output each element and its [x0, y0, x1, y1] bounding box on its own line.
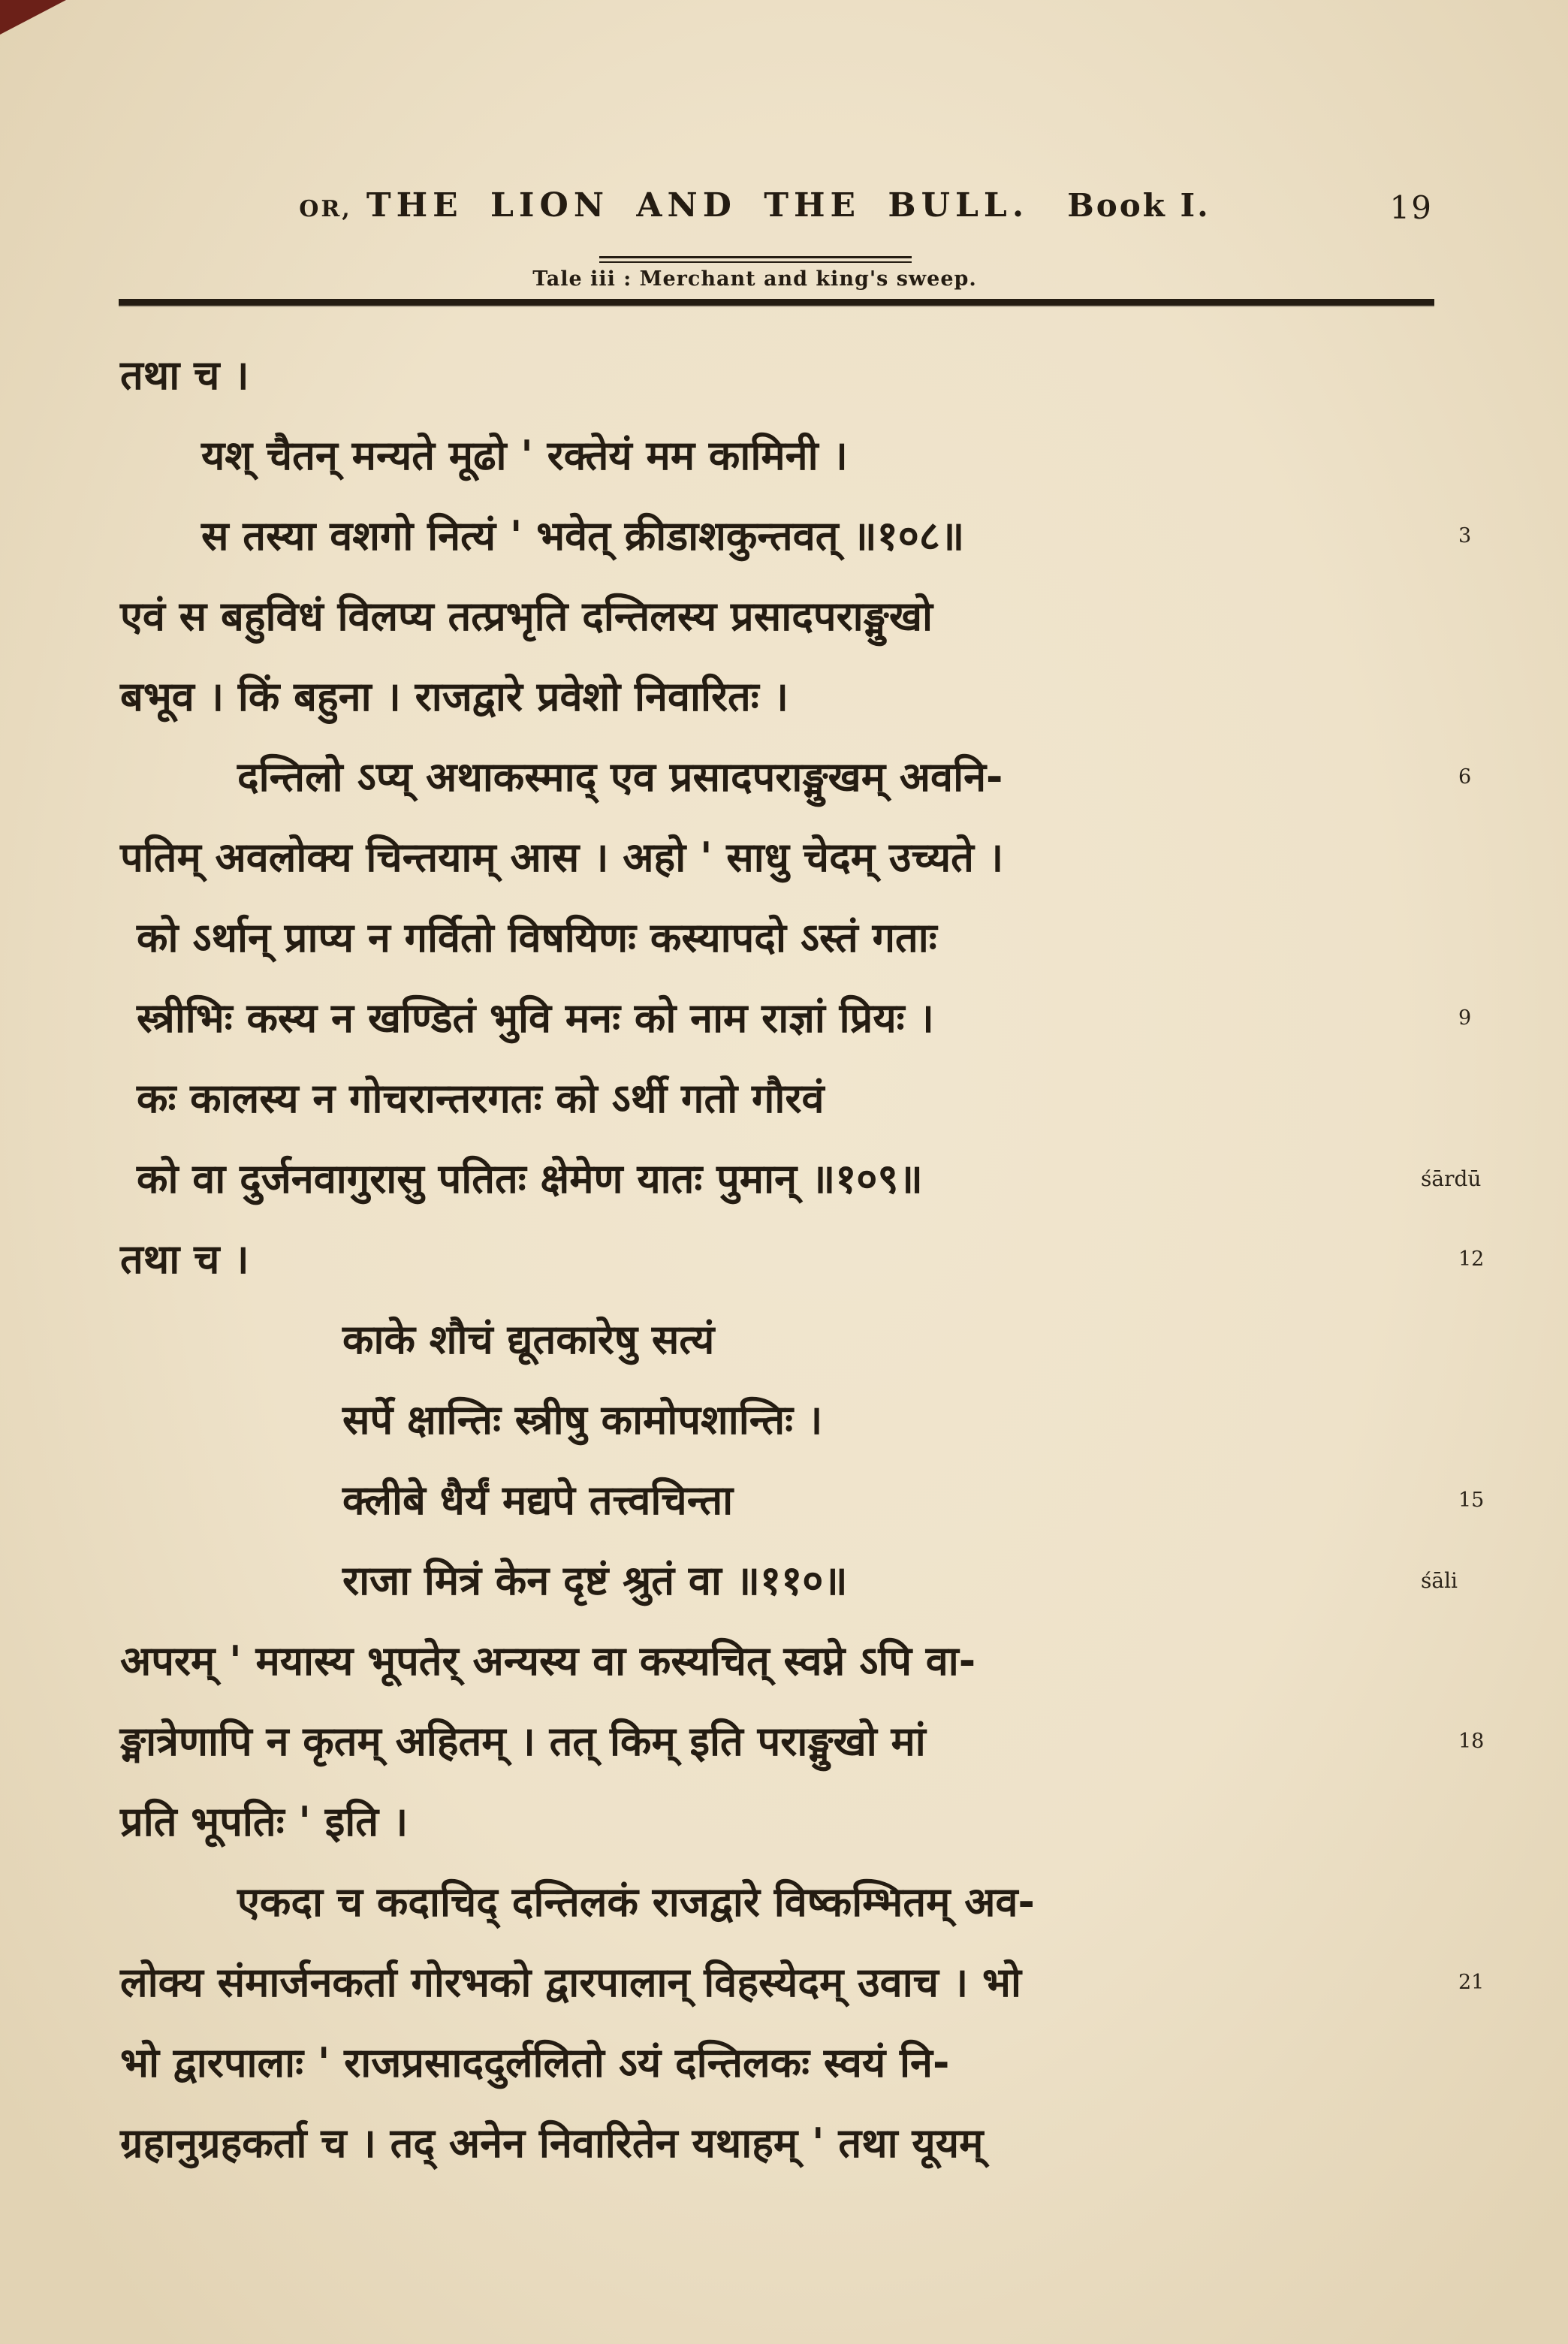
line-number: 21: [1458, 1971, 1485, 1994]
header-book-label: Book I.: [1067, 187, 1211, 224]
sanskrit-text: पतिम् अवलोक्य चिन्तयाम् आस । अहो ' साधु चेदम् उच्यते ।: [120, 834, 1004, 881]
header-double-rule: [599, 256, 912, 263]
sanskrit-body: [120, 335, 1485, 2183]
sanskrit-text: क्लीबे धैर्यं मद्यपे तत्त्वचिन्ता: [342, 1477, 734, 1524]
sanskrit-text: बभूव । किं बहुना । राजद्वारे प्रवेशो निवारितः ।: [120, 673, 789, 720]
header-rule: [119, 299, 1434, 306]
verse-line: [120, 1299, 1442, 1380]
verse-line: [120, 1139, 1482, 1219]
scan-corner-mark: [0, 0, 66, 35]
sanskrit-text: ङ्मात्रेणापि न कृतम् अहितम् । तत् किम् इति पराङ्मुखो मां: [120, 1718, 926, 1765]
sanskrit-text: सर्पे क्षान्तिः स्त्रीषु कामोपशान्तिः ।: [342, 1396, 823, 1444]
sanskrit-text: दन्तिलो ऽप्य् अथाकस्माद् एव प्रसादपराङ्मुखम् अवनि-: [237, 753, 1003, 801]
line-number: 9: [1458, 1006, 1472, 1030]
line-number: 12: [1458, 1247, 1485, 1271]
verse-line: [120, 1460, 1485, 1540]
header-prefix: OR,: [299, 196, 352, 222]
line-number: 3: [1458, 524, 1472, 548]
sanskrit-text: भो द्वारपालाः ' राजप्रसाददुर्ललितो ऽयं दन्तिलकः स्वयं नि-: [120, 2039, 950, 2086]
text-line: [120, 1781, 1442, 1862]
text-line: [120, 817, 1442, 897]
sanskrit-text: तथा च ।: [120, 351, 249, 399]
sanskrit-text: राजा मित्रं केन दृष्टं श्रुतं वा ॥११०॥: [342, 1557, 848, 1604]
sanskrit-text: स्त्रीभिः कस्य न खण्डितं भुवि मनः को नाम राज्ञां प्रियः ।: [137, 994, 934, 1042]
verse-line: [120, 1540, 1458, 1621]
meter-note: śārdū: [1421, 1166, 1482, 1191]
page-number: 19: [1389, 189, 1433, 226]
text-line: [120, 656, 1442, 737]
tale-caption: Tale iii : Merchant and king's sweep.: [532, 267, 977, 291]
sanskrit-text: को वा दुर्जनवागुरासु पतितः क्षेमेण यातः पुमान् ॥१०९॥: [137, 1155, 923, 1202]
sanskrit-text: एवं स बहुविधं विलप्य तत्प्रभृति दन्तिलस्य प्रसादपराङ्मुखो: [120, 593, 933, 640]
sanskrit-text: कः कालस्य न गोचरान्तरगतः को ऽर्थी गतो गौरवं: [137, 1075, 825, 1122]
header-title: THE LION AND THE BULL.: [366, 186, 1030, 225]
sanskrit-text: ग्रहानुग्रहकर्ता च । तद् अनेन निवारितेन यथाहम् ' तथा यूयम्: [120, 2119, 984, 2167]
line-number: 18: [1458, 1730, 1485, 1753]
paragraph-start-line: [120, 737, 1472, 817]
text-line: [120, 1942, 1485, 2023]
text-line: [120, 1621, 1442, 1701]
meter-note: śāli: [1421, 1568, 1458, 1593]
text-line: [120, 576, 1442, 656]
sanskrit-text: प्रति भूपतिः ' इति ।: [120, 1798, 409, 1845]
verse-line: [120, 897, 1442, 978]
text-line: [120, 2023, 1442, 2103]
paragraph-start-line: [120, 1862, 1442, 1942]
text-line: [120, 1701, 1485, 1781]
verse-line: [120, 978, 1472, 1058]
verse-line: [120, 415, 1442, 496]
sanskrit-text: स तस्या वशगो नित्यं ' भवेत् क्रीडाशकुन्तवत् ॥१०८॥: [201, 512, 965, 560]
sanskrit-text: एकदा च कदाचिद् दन्तिलकं राजद्वारे विष्कम्भितम् अव-: [237, 1878, 1035, 1926]
line-number: 15: [1458, 1489, 1485, 1512]
line-number: 6: [1458, 765, 1472, 789]
sanskrit-text: तथा च ।: [120, 1235, 249, 1283]
sanskrit-text: लोक्य संमार्जनकर्ता गोरभको द्वारपालान् विहस्येदम् उवाच । भो: [120, 1959, 1021, 2006]
text-line: [120, 335, 1442, 415]
verse-line: [120, 1380, 1442, 1460]
verse-line: [120, 496, 1472, 576]
sanskrit-text: यश् चैतन् मन्यते मूढो ' रक्तेयं मम कामिनी ।: [201, 432, 848, 479]
sanskrit-text: को ऽर्थान् प्राप्य न गर्वितो विषयिणः कस्यापदो ऽस्तं गताः: [137, 914, 937, 961]
text-line: [120, 1219, 1485, 1299]
sanskrit-text: काके शौचं द्यूतकारेषु सत्यं: [342, 1316, 715, 1363]
verse-line: [120, 1058, 1442, 1139]
running-header: [120, 186, 1389, 225]
text-line: [120, 2103, 1442, 2183]
sanskrit-text: अपरम् ' मयास्य भूपतेर् अन्यस्य वा कस्यचित् स्वप्ने ऽपि वा-: [120, 1637, 976, 1685]
